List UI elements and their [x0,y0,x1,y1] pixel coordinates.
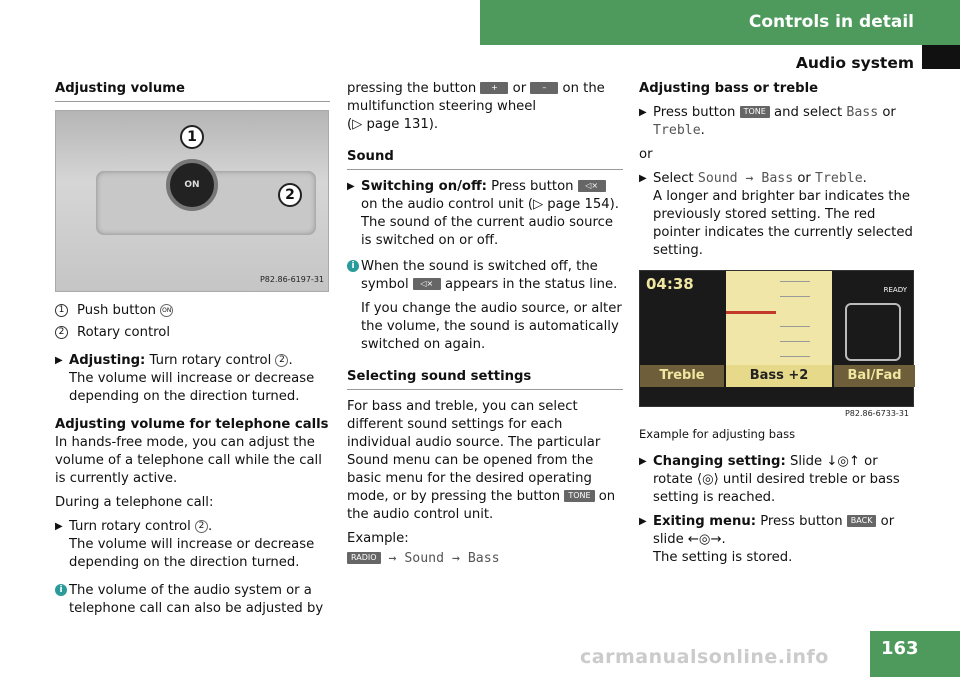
scale-tick [780,296,810,297]
heading-telephone: Adjusting volume for telephone calls [55,417,329,432]
step-text: Turn rotary control [145,353,276,368]
column-2 [347,80,623,574]
arrow-right-icon: ▶ [639,456,647,467]
clock: 04:38 [646,275,694,293]
example-menu-path: → Sound → Bass [380,551,500,566]
step-b: and select [769,105,847,120]
plus-button-icon: + [480,82,508,94]
ready-indicator: READY [883,286,907,294]
step-text: Turn rotary control [69,519,195,534]
info-note [55,582,330,618]
step-text-after: . [207,519,213,534]
scale-tick [780,326,810,327]
callout-2: 2 [278,183,302,207]
legend-num: 2 [55,326,68,339]
page-number: 163 [881,638,919,659]
arrow-right-icon: ▶ [639,107,647,118]
legend-text: Push button [77,303,161,318]
treble-softkey: Treble [640,365,724,387]
step-telephone [55,518,330,572]
column-1 [55,80,330,624]
subsection-title: Audio system [795,54,914,72]
control-unit-photo [55,110,329,292]
menu-path: Sound → Bass [697,171,794,186]
heading-bass-treble: Adjusting bass or treble [639,81,819,96]
para-sound-settings [347,398,623,524]
step-b: or [793,171,816,186]
step-desc: A longer and brighter bar indicates the previously stored setting. The red pointer indicates the currently selected setting. [653,189,913,258]
para-1: In hands-free mode, you can adjust the volume of a telephone call while the call is currently active. [55,435,322,486]
radio-button-icon: RADIO [347,552,381,564]
ref-circle: 2 [195,520,208,533]
step-c: or [878,105,896,120]
photo-ref: P82.86-6197-31 [259,275,324,284]
menu-treble: Treble [653,123,701,138]
mute-icon: ◁× [413,278,441,290]
tone-button-icon: TONE [740,106,770,118]
screen-ref: P82.86-6733-31 [844,409,909,418]
step-text-after: on the audio control unit (▷ page 154). [361,197,619,212]
red-pointer [726,311,776,314]
heading-adjusting-volume: Adjusting volume [55,80,330,102]
step-desc: The setting is stored. [653,550,793,565]
legend-num: 1 [55,304,68,317]
heading-selecting: Selecting sound settings [347,368,623,390]
section-title: Controls in detail [748,12,914,32]
info-b: appears in the status line. [440,277,618,292]
step-desc: The sound of the current audio source is switched on or off. [361,215,613,248]
balfad-softkey: Bal/Fad [834,365,915,387]
step-select [639,170,917,260]
step-text-after: . [288,353,293,368]
minus-button-icon: – [530,82,558,94]
step-a: Press button [653,105,740,120]
info-icon: i [347,260,359,272]
step-desc: The volume will increase or decrease depending on the direction turned. [69,371,315,404]
scale-tick [780,281,810,282]
tone-button-icon: TONE [564,490,594,502]
step-c: . [862,171,867,186]
arrow-right-icon: ▶ [347,181,355,192]
cont-c: (▷ page 131). [347,117,439,132]
scale-tick [780,356,810,357]
mute-icon: ◁× [578,180,606,192]
heading-sound: Sound [347,148,623,170]
scale-tick [780,341,810,342]
car-balance-icon [845,303,901,361]
screen-caption: Example for adjusting bass [639,427,796,441]
step-exiting [639,513,917,567]
continued-text [347,80,623,134]
info-a: When the sound is switched off, the symbol [361,259,598,292]
step-label: Changing setting: [653,454,786,469]
step-text: Slide ↓◎↑ or rotate ⟨◎⟩ until desired treble or bass setting is reached. [653,454,900,505]
arrow-right-icon: ▶ [55,521,63,532]
step-text: Press button [486,179,578,194]
cont-a: pressing the button [347,81,481,96]
step-label: Adjusting: [69,353,146,368]
para-text: For bass and treble, you can select different sound settings for each individual audio source. The particular Sound menu can be opened from the basic menu for the desired operating mode, or by pressing the button [347,399,601,504]
callout-1: 1 [180,125,204,149]
on-button-icon: ON [160,304,173,317]
cont-b: on the multifunction steering wheel [347,81,605,114]
header-tab [922,45,960,69]
para-2: During a telephone call: [55,495,214,510]
step-b: or slide ←◎→. [653,514,895,547]
example-path [347,550,623,568]
info-icon: i [55,584,67,596]
example-label: Example: [347,531,409,546]
step-d: . [700,123,705,138]
step-changing [639,453,917,507]
arrow-right-icon: ▶ [639,173,647,184]
step-a: Press button [756,514,847,529]
legend-item-1 [55,302,330,320]
para-text-after: on the audio control unit. [347,489,616,522]
legend-text: Rotary control [77,325,171,340]
step-press-tone [639,104,917,140]
menu-bass: Bass [846,105,879,120]
step-adjusting [55,352,330,406]
arrow-right-icon: ▶ [639,516,647,527]
step-desc: The volume will increase or decrease depending on the direction turned. [69,537,315,570]
info-sound-2: If you change the audio source, or alter the volume, the sound is automatically switched on again. [361,301,622,352]
or-text: or [639,147,653,162]
menu-treble: Treble [815,171,863,186]
watermark: carmanualsonline.info [580,646,829,668]
arrow-right-icon: ▶ [55,355,63,366]
legend-item-2 [55,324,330,342]
info-text: The volume of the audio system or a telephone call can also be adjusted by [69,583,324,616]
ref-circle: 2 [275,354,288,367]
step-label: Exiting menu: [653,514,757,529]
on-knob: ON [166,159,218,211]
step-a: Select [653,171,698,186]
cont-or: or [508,81,531,96]
step-sound [347,178,623,250]
step-label: Switching on/off: [361,179,487,194]
info-sound [347,258,623,294]
bass-softkey: Bass +2 [726,365,832,387]
back-button-icon: BACK [847,515,877,527]
bass-display-screen [639,270,914,418]
column-3 [639,80,917,573]
